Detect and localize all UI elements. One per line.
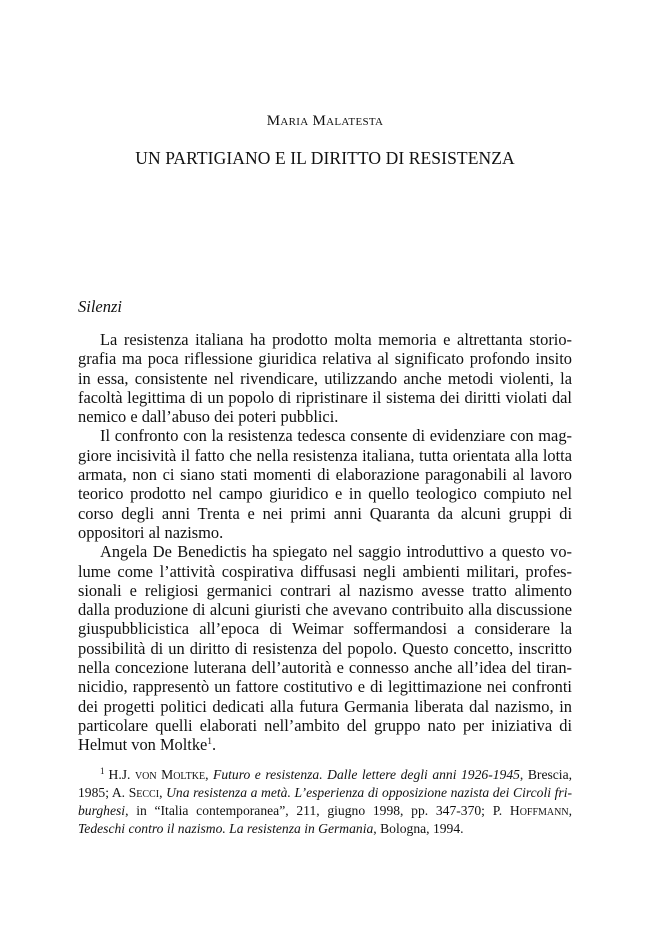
paragraph: La resistenza italiana ha prodotto molta memoria e altrettanta storiografia ma poca riflessione giuridica relativa al significato profondo insito in essa, consistente nel rivendicare, utilizzando anche metodi violenti, la facoltà legittima di un popolo di ripristinare il sistema dei diritti violati dal nemico e dall’abuso dei poteri pubblici. [78, 330, 572, 427]
body-text [78, 330, 572, 755]
footnote-reference[interactable]: 1 [207, 737, 213, 748]
footnote-author-name: Secci [128, 784, 160, 800]
footnote-publication: , Brescia, 1985; [78, 767, 573, 800]
paragraph-text: Angela De Benedictis ha spiegato nel saggio introduttivo a questo volume come l’attività cospirativa diffusasi negli ambienti militari, professionali e religiosi germanici contrari al nazismo avesse tratto alimento dalla produzione di alcuni giuristi che avevano contribuito alla discussione giuspubblicistica all’epoca di Weimar soffermandosi a considerare la possibilità di un diritto di resistenza del popolo. Questo concetto, inscritto nella concezione luterana dell’autorità e connesso anche all’idea del tirannicidio, rappresentò un fattore costitutivo e di legittimazione nei confronti dei progetti politici dedicati alla futura Germania liberata dal nazismo, in particolare quelli elaborati nell’ambito del gruppo nato per iniziativa di Helmut von Moltke [78, 542, 572, 755]
footnote-author-name: von Moltke [134, 767, 206, 782]
footnote: $^1$ H.J. von Moltke, Futuro e resistenza. Dalle lettere degli anni 1926-1945, Brescia, 1985; A. Secci, Una resistenza a metà. L’esperienza di opposizione nazista dei Circoli friburghesi, in “Italia contemporanea”, 211, giugno 1998, pp. 347-370; P. Hoffmann, Tedeschi contro il nazismo. La resistenza in Germania, Bologna, 1994. [78, 766, 573, 836]
footnote-author-initials: H.J. [108, 767, 131, 782]
footnote-work-title: Futuro e resistenza. Dalle lettere degli anni 1926-1945 [213, 767, 520, 782]
footnote-publication: , in “Italia contemporanea”, 211, giugno 1998, pp. 347-370; [125, 802, 485, 818]
footnote-author-initials: P. [492, 802, 503, 818]
footnote-work-title: Una resistenza a metà. L’esperienza di opposizione nazista dei Circoli friburghesi [78, 784, 573, 818]
footnote-author-name: Hoffmann [509, 802, 569, 818]
author-name: Maria Malatesta [266, 113, 384, 129]
paragraph: Il confronto con la resistenza tedesca consente di evidenziare con maggiore incisività il fatto che nella resistenza italiana, tutta orientata alla lotta armata, non ci siano stati momenti di elaborazione paragonabili al lavoro teorico prodotto nel campo giuridico e in quello teologico compiuto nel corso degli anni Trenta e nei primi anni Quaranta da alcuni gruppi di oppositori al nazismo. [78, 426, 572, 542]
section-heading: Silenzi [78, 297, 122, 316]
article-title: UN PARTIGIANO E IL DIRITTO DI RESISTENZA [135, 148, 515, 168]
footnote-number: 1 [100, 766, 105, 776]
footnote-author-initials: A. [111, 784, 126, 800]
footnote-work-title: Tedeschi contro il nazismo. La resistenza in Germania [78, 820, 374, 836]
paragraph [78, 542, 572, 754]
footnote-publication: , Bologna, 1994. [373, 820, 464, 836]
paragraph-end: . [212, 735, 217, 755]
